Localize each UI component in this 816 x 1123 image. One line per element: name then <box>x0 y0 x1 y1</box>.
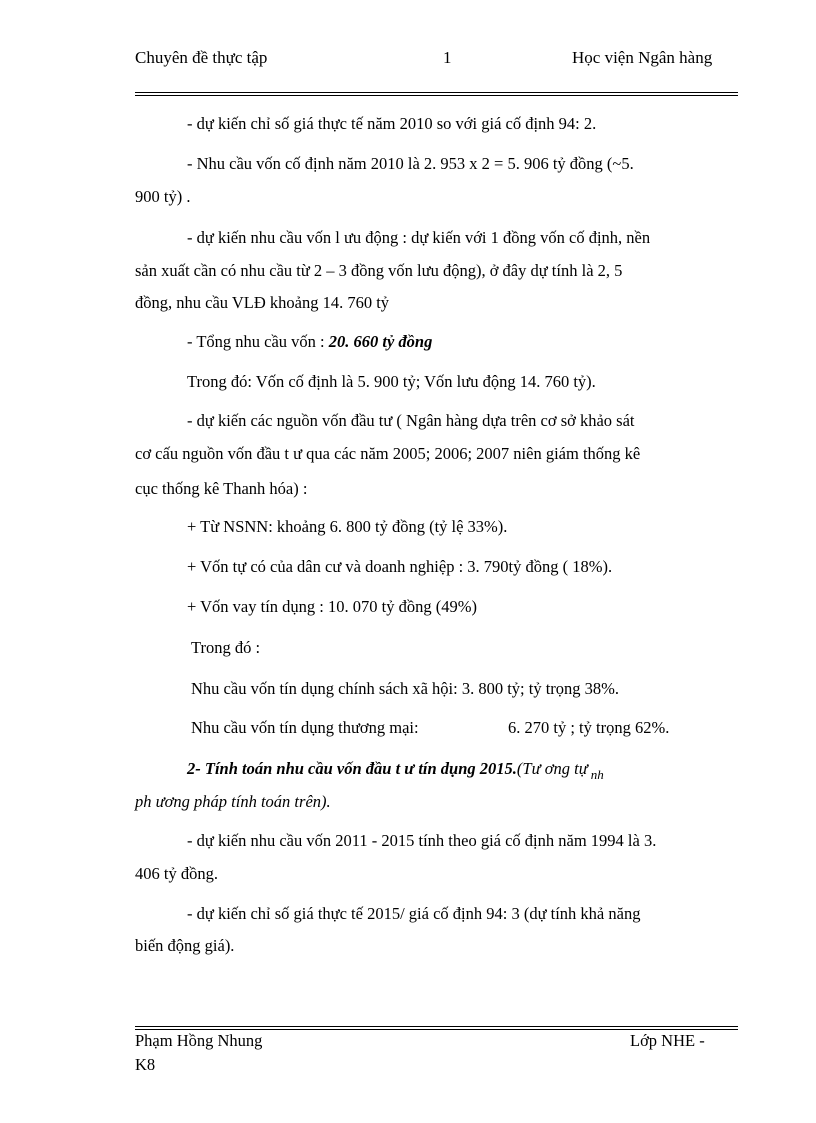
line-12: + Từ NSNN: khoảng 6. 800 tỷ đồng (tỷ lệ 33%). <box>187 517 508 536</box>
line-23: biến động giá). <box>135 936 235 955</box>
line-14: + Vốn vay tín dụng : 10. 070 tỷ đồng (49%) <box>187 597 477 616</box>
line-5: sản xuất cần có nhu cầu từ 2 – 3 đồng vốn lưu động), ở đây dự tính là 2, 5 <box>135 261 623 280</box>
total-capital-label: - Tổng nhu cầu vốn : <box>187 332 329 351</box>
line-16: Nhu cầu vốn tín dụng chính sách xã hội: 3. 800 tỷ; tỷ trọng 38%. <box>191 679 620 698</box>
header-left: Chuyên đề thực tập <box>135 48 268 67</box>
line-6: đồng, nhu cầu VLĐ khoảng 14. 760 tỷ <box>135 293 390 312</box>
line-11: cục thống kê Thanh hóa) : <box>135 479 308 498</box>
total-capital-value: 20. 660 tỷ đồng <box>328 332 433 351</box>
footer-class: Lớp NHE - <box>630 1031 705 1050</box>
section-heading: 2- Tính toán nhu cầu vốn đầu t ư tín dụng 2015. <box>187 759 517 778</box>
line-10: cơ cấu nguồn vốn đầu t ư qua các năm 2005; 2006; 2007 niên giám thống kê <box>135 444 641 463</box>
line-4: - dự kiến nhu cầu vốn l ưu động : dự kiến với 1 đồng vốn cố định, nền <box>187 228 651 247</box>
line-20: - dự kiến nhu cầu vốn 2011 - 2015 tính theo giá cố định năm 1994 là 3. <box>187 831 657 850</box>
header-right: Học viện Ngân hàng <box>572 48 713 67</box>
line-9: - dự kiến các nguồn vốn đầu tư ( Ngân hàng dựa trên cơ sở khảo sát <box>187 411 635 430</box>
line-7 <box>187 334 432 351</box>
line-8: Trong đó: Vốn cố định là 5. 900 tỷ; Vốn lưu động 14. 760 tỷ). <box>187 372 596 391</box>
line-2: - Nhu cầu vốn cố định năm 2010 là 2. 953 x 2 = 5. 906 tỷ đồng (~5. <box>187 154 634 173</box>
line-22: - dự kiến chỉ số giá thực tế 2015/ giá cố định 94: 3 (dự tính khả năng <box>187 904 641 923</box>
line-15: Trong đó : <box>191 638 261 657</box>
line-17a: Nhu cầu vốn tín dụng thương mại: <box>191 718 419 737</box>
header-rule-top <box>135 92 738 93</box>
line-19: ph ương pháp tính toán trên). <box>135 792 331 811</box>
footer-author: Phạm Hồng Nhung <box>135 1031 263 1050</box>
section-note: (Tư ơng tự <box>516 759 588 778</box>
footer-cohort: K8 <box>135 1055 156 1074</box>
page-number: 1 <box>443 48 452 67</box>
line-3: 900 tỷ) . <box>135 187 191 206</box>
line-1: - dự kiến chỉ số giá thực tế năm 2010 so với giá cố định 94: 2. <box>187 114 597 133</box>
header-rule-bottom <box>135 95 738 96</box>
line-18 <box>187 759 604 782</box>
footer-rule-bottom <box>135 1029 738 1030</box>
line-21: 406 tỷ đồng. <box>135 864 218 883</box>
section-note-sub: nh <box>590 767 604 782</box>
footer-rule-top <box>135 1026 738 1027</box>
line-17b: 6. 270 tỷ ; tỷ trọng 62%. <box>508 718 670 737</box>
line-13: + Vốn tự có của dân cư và doanh nghiệp : 3. 790tỷ đồng ( 18%). <box>187 557 613 576</box>
